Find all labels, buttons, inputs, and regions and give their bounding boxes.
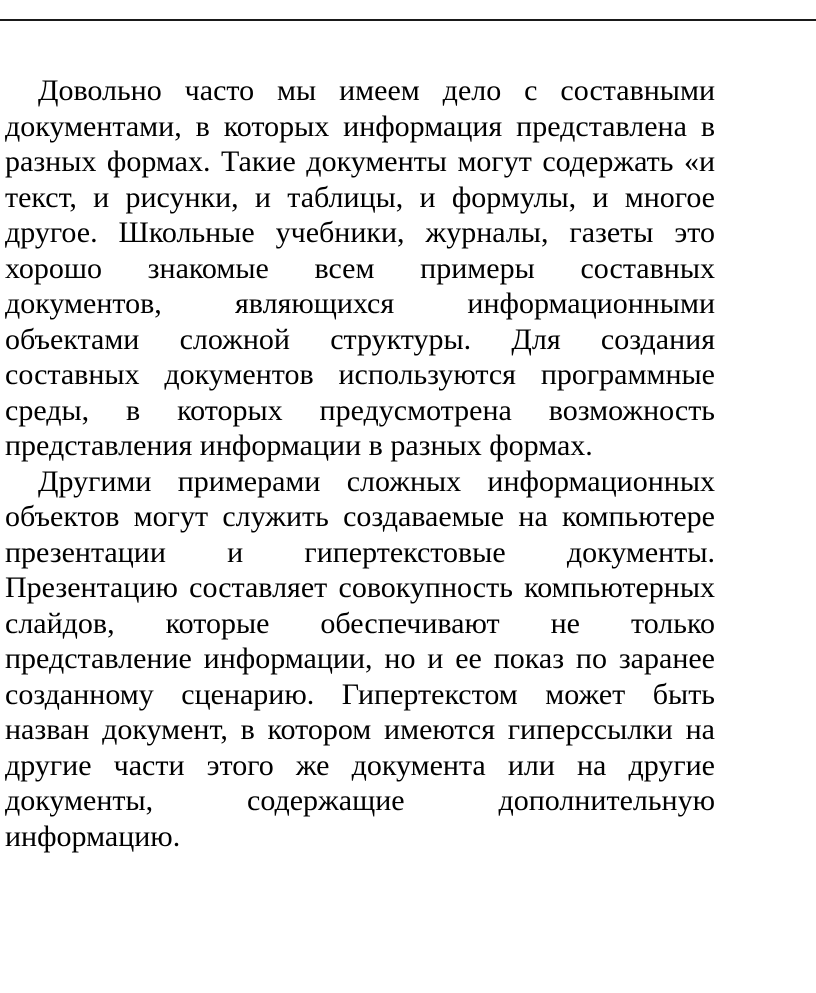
paragraph-presentations-hypertext: Другими примерами сложных информационных объектов могут служить создаваемые на компьютере презентации и гипертекстовые документы. Презентацию составляет совокупность компьютерных слайдов, которые обеспечивают не только представление информации, но и ее показ по заранее созданному сценарию. Гипертекстом может быть назван документ, в котором имеются гиперссылки на другие части этого же документа или на другие документы, содержащие дополнительную информацию.	[5, 464, 715, 853]
document-body	[5, 73, 715, 854]
top-divider-line	[0, 19, 816, 21]
paragraph-composite-documents: Довольно часто мы имеем дело с составными документами, в которых информация представлена в разных формах. Такие документы могут содержать «и текст, и рисунки, и таблицы, и формулы, и многое другое. Школьные учебники, журналы, газеты это хорошо знакомые всем примеры составных документов, являющихся информационными объектами сложной структуры. Для создания составных документов используются программные среды, в которых предусмотрена возможность представления информации в разных формах.	[5, 74, 715, 462]
